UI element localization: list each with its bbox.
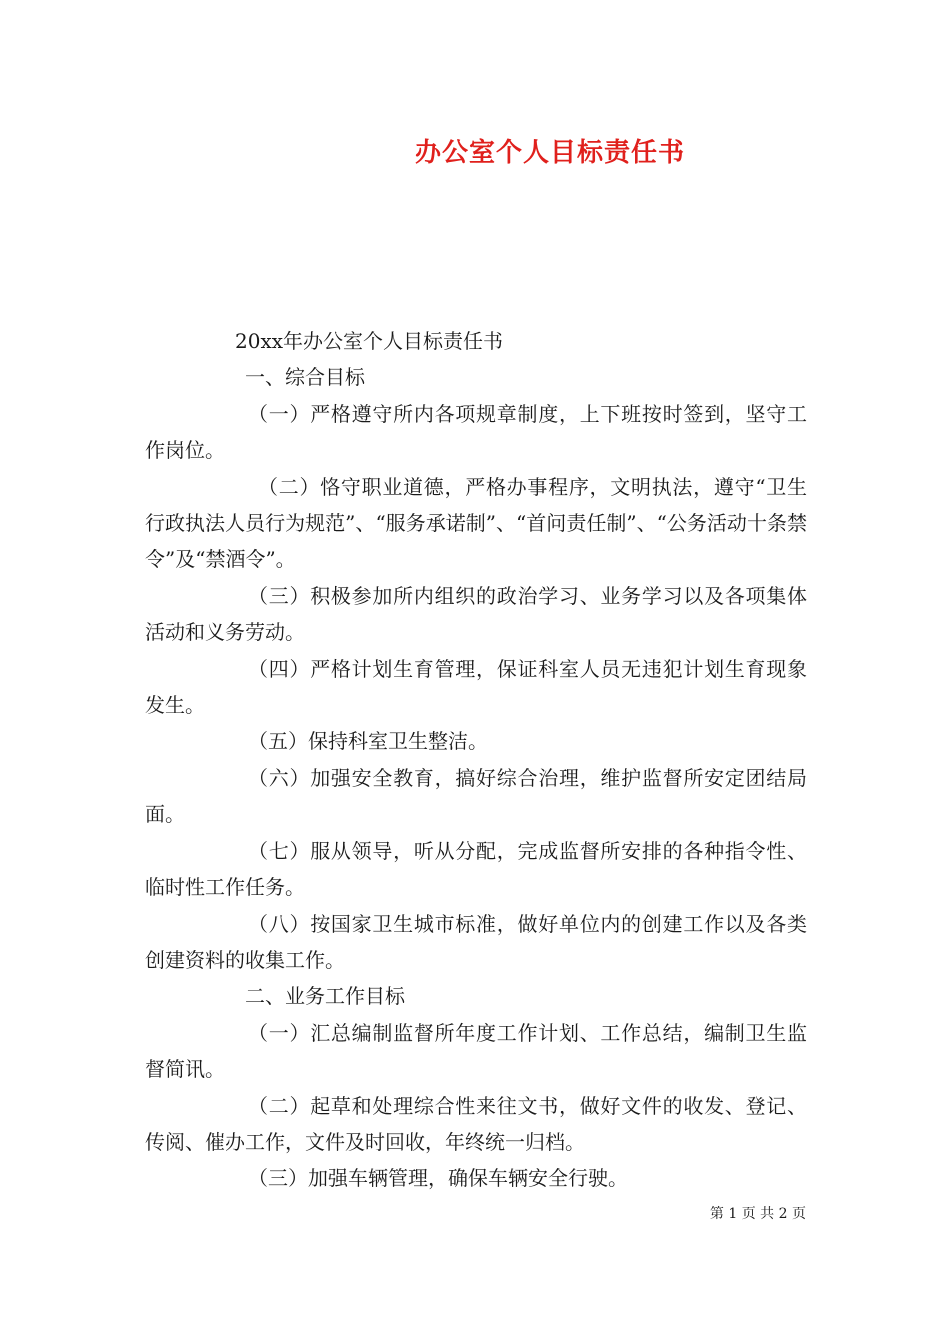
document-body (145, 323, 807, 1197)
section-heading-business-goals: 二、业务工作目标 (245, 984, 405, 1009)
goal-item-2: （二）恪守职业道德，严格办事程序，文明执法，遵守“卫生行政执法人员行为规范”、“服务承诺制”、“首问责任制”、“公务活动十条禁令”及“禁酒令”。 (145, 474, 807, 572)
document-subtitle: 20xx年办公室个人目标责任书 (235, 329, 504, 353)
business-item-2: （二）起草和处理综合性来往文书，做好文件的收发、登记、传阅、催办工作，文件及时回收，年终统一归档。 (145, 1093, 807, 1154)
goal-item-5: （五）保持科室卫生整洁。 (248, 729, 488, 754)
goal-item-1: （一）严格遵守所内各项规章制度，上下班按时签到，坚守工作岗位。 (145, 401, 807, 463)
section-heading-general-goals: 一、综合目标 (245, 365, 365, 390)
goal-item-3: （三）积极参加所内组织的政治学习、业务学习以及各项集体活动和义务劳动。 (145, 583, 807, 645)
goal-item-6: （六）加强安全教育，搞好综合治理，维护监督所安定团结局面。 (145, 765, 807, 827)
goal-item-8: （八）按国家卫生城市标准，做好单位内的创建工作以及各类创建资料的收集工作。 (145, 911, 807, 972)
goal-item-7: （七）服从领导，听从分配，完成监督所安排的各种指令性、临时性工作任务。 (145, 838, 807, 900)
business-item-1: （一）汇总编制监督所年度工作计划、工作总结，编制卫生监督简讯。 (145, 1020, 807, 1082)
document-title: 办公室个人目标责任书 (414, 138, 685, 168)
business-item-3: （三）加强车辆管理，确保车辆安全行驶。 (248, 1166, 628, 1191)
goal-item-4: （四）严格计划生育管理，保证科室人员无违犯计划生育现象发生。 (145, 656, 807, 718)
page-number: 第 1 页 共 2 页 (709, 1206, 806, 1222)
